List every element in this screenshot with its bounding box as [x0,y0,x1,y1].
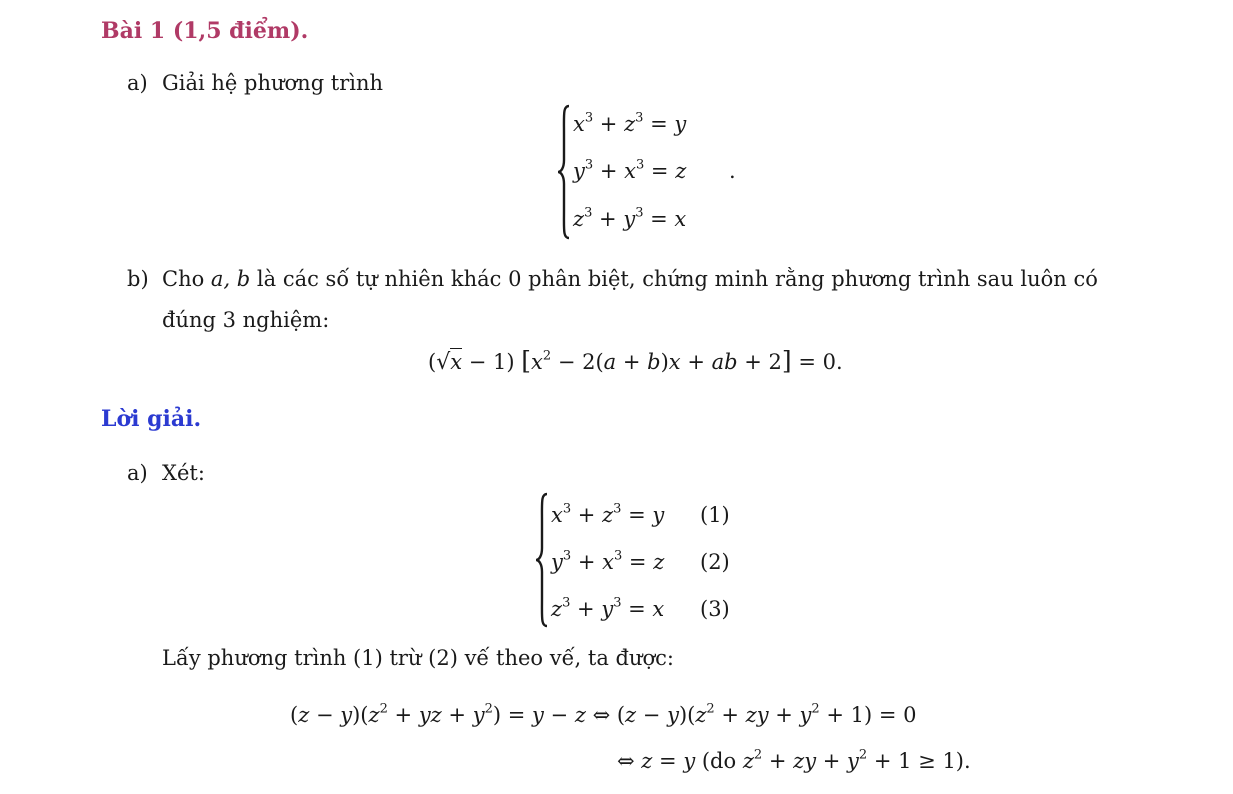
solution-title: Lời giải. [101,406,202,432]
solution-part-a-label: a) [127,461,148,485]
left-brace-icon [535,492,549,628]
equation-tag-1: (1) [700,503,730,527]
solution-part-a-text: Xét: [162,461,205,485]
part-a-label: a) [127,71,148,95]
system-equation-1: $x^3 + z^3 = y$ [573,110,687,136]
solution-instruction: Lấy phương trình (1) trừ (2) vế theo vế, ta được: [162,646,674,670]
equation-tag-3: (3) [700,597,730,621]
solution-equation-3: $z^3 + y^3 = x$ [551,595,665,621]
left-brace-icon [557,104,571,240]
part-b-equation: (√x − 1) [$x^2 - 2(a + b)x$ + ab + 2] = 0. [428,346,843,375]
derivation-line-1: $(z - y)(z^2$ + yz + $y^2) = y - z$ ⇔ $(z - y)(z^2$ + zy + $y^2 + 1) = 0$ [290,701,917,727]
solution-equation-2: $y^3 + x^3 = z$ [551,548,665,574]
part-b-label: b) [127,267,149,291]
part-a-text: Giải hệ phương trình [162,71,384,95]
system-equation-3: $z^3 + y^3 = x$ [573,205,687,231]
derivation-line-2: ⇔ z = y (do $z^2$ + zy + $y^2 + 1 \ge 1$). [617,747,971,773]
system-equation-2: $y^3 + x^3 = z$ [573,157,687,183]
solution-equation-1: $x^3 + z^3 = y$ [551,501,665,527]
part-b-text-line2: đúng 3 nghiệm: [162,308,330,332]
system-period: . [729,159,736,183]
problem-title: Bài 1 (1,5 điểm). [101,18,309,44]
equation-tag-2: (2) [700,550,730,574]
part-b-text-line1: Cho a, b là các số tự nhiên khác 0 phân biệt, chứng minh rằng phương trình sau luôn có [162,267,1098,291]
